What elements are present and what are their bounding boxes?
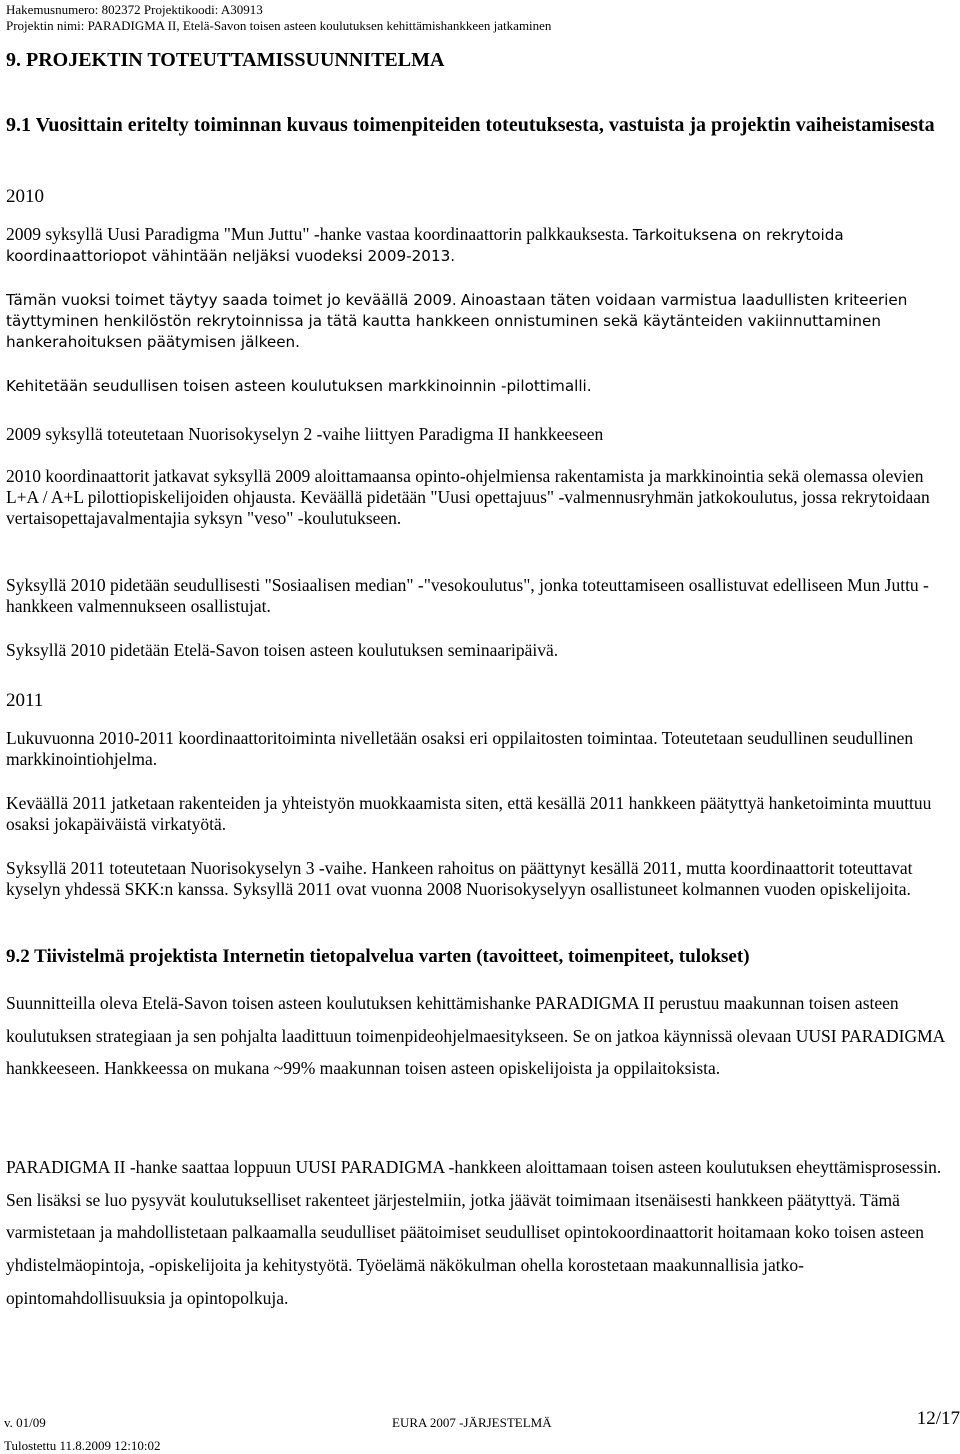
header-project-name-line: Projektin nimi: PARADIGMA II, Etelä-Savon toisen asteen koulutuksen kehittämishankkeen jatkaminen bbox=[6, 18, 552, 33]
paragraph-marketing-pilot: Kehitetään seudullisen toisen asteen koulutuksen markkinoinnin -pilottimalli. bbox=[6, 377, 592, 395]
paragraph-text: 2009 syksyllä Uusi Paradigma "Mun Juttu" -hanke vastaa koordinaattorin palkkauksesta. bbox=[6, 224, 629, 244]
paragraph-text-sans: Ainoastaan täten voidaan varmistua laadullisten kriteerien täyttyminen henkilöstön rekrytoinnissa ja tätä kautta hankkeen onnistuminen sekä käytänteiden vakiinnuttaminen hankerahoituksen päätymisen jälkeen. bbox=[6, 291, 908, 351]
paragraph-youth-survey-3: Syksyllä 2011 toteutetaan Nuorisokyselyn 3 -vaihe. Hankeen rahoitus on päättynyt kesällä 2011, mutta koordinaattorit toteuttavat kyselyn yhdessä SKK:n kanssa. Syksyllä 2011 ovat vuonna 2008 Nuorisokyselyyn osallistuneet kolmannen vuoden opiskelijoita. bbox=[6, 858, 913, 899]
paragraph-text-sans: Tarkoituksena on rekrytoida koordinaattoriopot vähintään neljäksi vuodeksi 2009-2013. bbox=[6, 226, 844, 265]
footer-printed-date: Tulostettu 11.8.2009 12:10:02 bbox=[4, 1438, 161, 1453]
year-heading-2010: 2010 bbox=[6, 186, 44, 207]
paragraph-youth-survey-2: 2009 syksyllä toteutetaan Nuorisokyselyn 2 -vaihe liittyen Paradigma II hankkeeseen bbox=[6, 424, 604, 444]
paragraph-summary-goals: Suunnitteilla oleva Etelä-Savon toisen asteen koulutuksen kehittämishanke PARADIGMA II perustuu maakunnan toisen asteen koulutuksen strategiaan ja sen pohjalta laadittuun toimenpideohjelmaesitykseen. Se on jatkoa käynnissä olevaan UUSI PARADIGMA hankkeeseen. Hankkeessa on mukana ~99% maakunnan toisen asteen opiskelijoista ja oppilaitoksista. bbox=[6, 993, 945, 1079]
subsection-9-2-title: 9.2 Tiivistelmä projektista Internetin tietopalvelua varten (tavoitteet, toimenpiteet, tulokset) bbox=[6, 946, 750, 967]
paragraph-2010-coordinators: 2010 koordinaattorit jatkavat syksyllä 2009 aloittamaansa opinto-ohjelmiensa rakentamista ja markkinointia sekä olemassa olevien L+A / A+L pilottiopiskelijoiden ohjausta. Keväällä pidetään "Uusi opettajuus" -valmennusryhmän jatkokoulutus, jossa rekrytoidaan vertaisopettajavalmentajia syksyn "veso" -koulutukseen. bbox=[6, 466, 930, 528]
document-header bbox=[6, 2, 952, 34]
section-title: 9. PROJEKTIN TOTEUTTAMISSUUNNITELMA bbox=[6, 49, 445, 71]
subsection-9-1-title: 9.1 Vuosittain eritelty toiminnan kuvaus toimenpiteiden toteutuksesta, vastuista ja projektin vaiheistamisesta bbox=[6, 114, 935, 136]
paragraph-spring-2011: Keväällä 2011 jatketaan rakenteiden ja yhteistyön muokkaamista siten, että kesällä 2011 hankkeen päätyttyä hanketoiminta muuttuu osaksi jokapäiväistä virkatyötä. bbox=[6, 793, 932, 834]
paragraph-coordinator-hiring bbox=[6, 224, 952, 267]
paragraph-recruitment bbox=[6, 290, 952, 353]
paragraph-social-media-training: Syksyllä 2010 pidetään seudullisesti "Sosiaalisen median" -"vesokoulutus", jonka toteuttamiseen osallistuvat edelliseen Mun Juttu -hankkeen valmennukseen osallistujat. bbox=[6, 575, 929, 616]
page-number: 12/17 bbox=[916, 1408, 960, 1429]
paragraph-summary-actions: PARADIGMA II -hanke saattaa loppuun UUSI PARADIGMA -hankkeen aloittamaan toisen asteen koulutuksen eheyttämisprosessin. Sen lisäksi se luo pysyvät koulutukselliset rakenteet järjestelmiin, jotka jäävät toimimaan itsenäisesti hankkeen päätyttyä. Tämä varmistetaan ja mahdollistetaan palkaamalla seudulliset päätoimiset seudulliset opintokoordinaattorit hoitamaan koko toisen asteen yhdistelmäopintoja, -opiskelijoita ja kehitystyötä. Työelämä näkökulman ohella korostetaan maakunnallisia jatko-opintomahdollisuuksia ja opintopolkuja. bbox=[6, 1157, 942, 1308]
footer-version: v. 01/09 bbox=[4, 1415, 46, 1430]
year-heading-2011: 2011 bbox=[6, 690, 44, 711]
header-application-line: Hakemusnumero: 802372 Projektikoodi: A30913 bbox=[6, 2, 263, 17]
paragraph-seminar-day: Syksyllä 2010 pidetään Etelä-Savon toisen asteen koulutuksen seminaaripäivä. bbox=[6, 640, 559, 660]
paragraph-text-sans: Tämän vuoksi toimet täytyy saada toimet jo keväällä 2009. bbox=[6, 291, 457, 309]
paragraph-2010-2011-coordination: Lukuvuonna 2010-2011 koordinaattoritoiminta nivelletään osaksi eri oppilaitosten toimintaa. Toteutetaan seudullinen seudullinen markkinointiohjelma. bbox=[6, 728, 914, 769]
footer-system: EURA 2007 -JÄRJESTELMÄ bbox=[392, 1415, 552, 1430]
